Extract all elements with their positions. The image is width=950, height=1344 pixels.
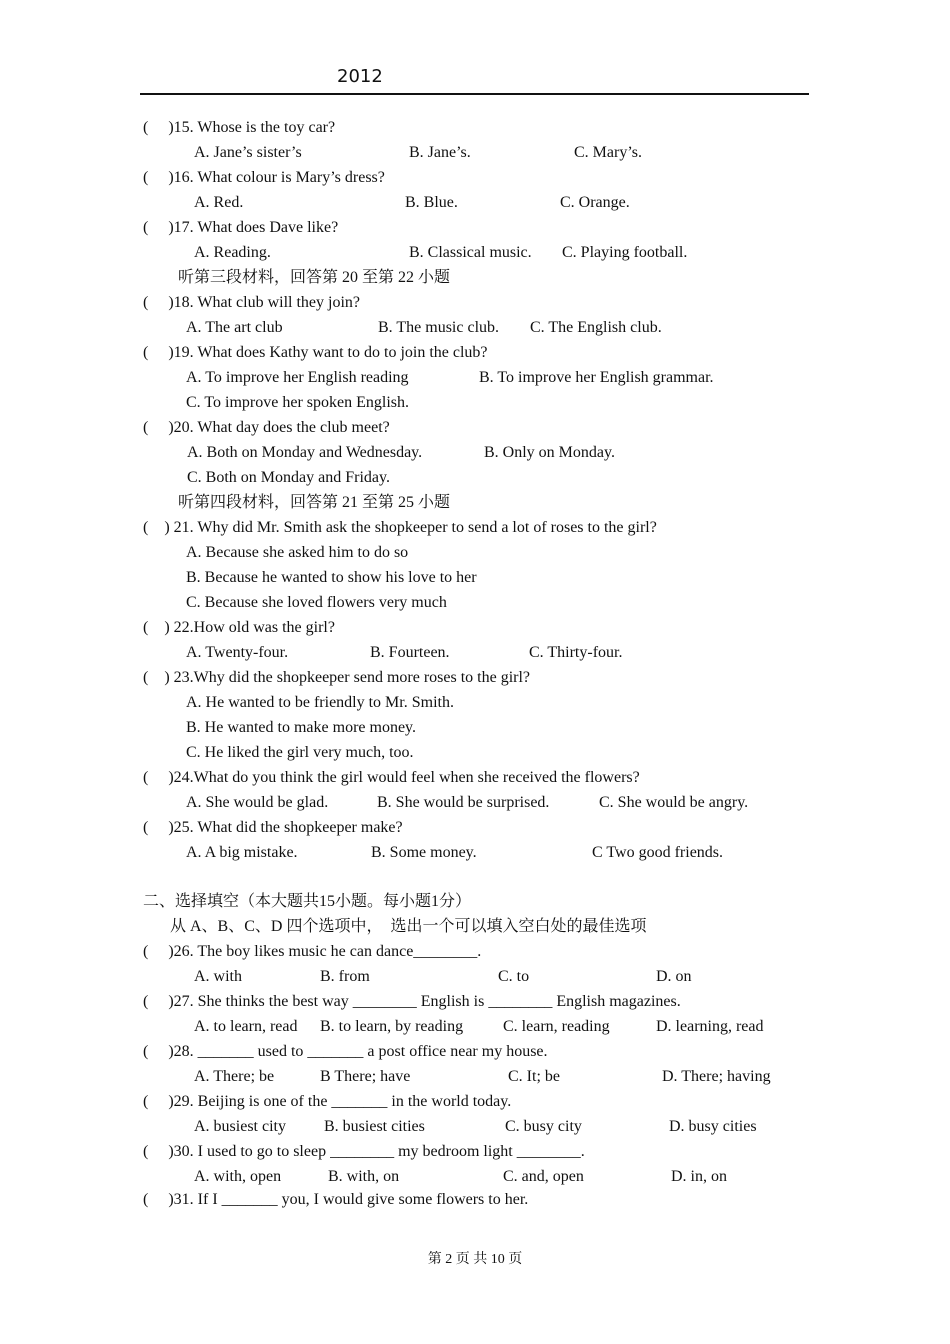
question-line: ( )17. What does Dave like? bbox=[143, 219, 339, 236]
answer-option: B. He wanted to make more money. bbox=[186, 719, 417, 736]
answer-option: D. There; having bbox=[662, 1068, 771, 1085]
answer-option: B. Jane’s. bbox=[409, 144, 471, 161]
answer-option: C. Orange. bbox=[560, 194, 630, 211]
answer-option: B. busiest cities bbox=[324, 1118, 425, 1135]
question-line: ( )15. Whose is the toy car? bbox=[143, 119, 336, 136]
answer-option: A. busiest city bbox=[194, 1118, 286, 1135]
answer-option: C. learn, reading bbox=[503, 1018, 610, 1035]
answer-option: C. Playing football. bbox=[562, 244, 688, 261]
answer-option: C. to bbox=[498, 968, 530, 985]
answer-option: B There; have bbox=[320, 1068, 411, 1085]
answer-option: A. Jane’s sister’s bbox=[194, 144, 302, 161]
question-line: ( )29. Beijing is one of the _______ in the world today. bbox=[143, 1093, 512, 1110]
answer-option: D. busy cities bbox=[669, 1118, 757, 1135]
answer-option: A. He wanted to be friendly to Mr. Smith. bbox=[186, 694, 454, 711]
answer-option: A. Because she asked him to do so bbox=[186, 544, 409, 561]
answer-option: C. It; be bbox=[508, 1068, 560, 1085]
page-footer: 第 2 页 共 10 页 bbox=[427, 1252, 523, 1267]
question-line: ( ) 22.How old was the girl? bbox=[143, 619, 335, 636]
answer-option: C. Mary’s. bbox=[574, 144, 642, 161]
answer-option: C. The English club. bbox=[530, 319, 662, 336]
answer-option: A. Reading. bbox=[194, 244, 271, 261]
answer-option: C. and, open bbox=[503, 1168, 584, 1185]
answer-option: A. Both on Monday and Wednesday. bbox=[187, 444, 423, 461]
answer-option: B. Only on Monday. bbox=[484, 444, 615, 461]
answer-option: B. with, on bbox=[328, 1168, 400, 1185]
answer-option: A. To improve her English reading bbox=[186, 369, 409, 386]
answer-option: A. to learn, read bbox=[194, 1018, 298, 1035]
answer-option: A. She would be glad. bbox=[186, 794, 329, 811]
answer-option: B. Because he wanted to show his love to her bbox=[186, 569, 477, 586]
answer-option: B. from bbox=[320, 968, 370, 985]
answer-option: C. She would be angry. bbox=[599, 794, 749, 811]
question-line: ( )31. If I _______ you, I would give some flowers to her. bbox=[143, 1191, 529, 1208]
question-line: ( )16. What colour is Mary’s dress? bbox=[143, 169, 385, 186]
section-instruction: 听第四段材料，回答第 21 至第 25 小题 bbox=[178, 494, 451, 511]
question-line: ( )27. She thinks the best way ________ English is ________ English magazines. bbox=[143, 993, 681, 1010]
question-line: ( ) 21. Why did Mr. Smith ask the shopkeeper to send a lot of roses to the girl? bbox=[143, 519, 657, 536]
answer-option: A. Red. bbox=[194, 194, 244, 211]
header-divider bbox=[140, 93, 809, 95]
question-line: ( ) 23.Why did the shopkeeper send more roses to the girl? bbox=[143, 669, 531, 686]
answer-option: C. Thirty-four. bbox=[529, 644, 623, 661]
answer-option: D. learning, read bbox=[656, 1018, 764, 1035]
answer-option: A. There; be bbox=[194, 1068, 275, 1085]
answer-option: B. To improve her English grammar. bbox=[479, 369, 714, 386]
question-line: ( )18. What club will they join? bbox=[143, 294, 360, 311]
answer-option: B. Blue. bbox=[405, 194, 458, 211]
answer-option: A. Twenty-four. bbox=[186, 644, 289, 661]
answer-option: B. The music club. bbox=[378, 319, 500, 336]
answer-option: B. to learn, by reading bbox=[320, 1018, 464, 1035]
question-line: ( )19. What does Kathy want to do to join the club? bbox=[143, 344, 488, 361]
answer-option: C. To improve her spoken English. bbox=[186, 394, 410, 411]
answer-option: A. The art club bbox=[186, 319, 283, 336]
answer-option: B. Some money. bbox=[371, 844, 477, 861]
answer-option: A. A big mistake. bbox=[186, 844, 298, 861]
answer-option: A. with bbox=[194, 968, 242, 985]
section-instruction: 从 A、B、C、D 四个选项中， 选出一个可以填入空白处的最佳选项 bbox=[170, 918, 647, 935]
question-line: ( )26. The boy likes music he can dance________. bbox=[143, 943, 482, 960]
answer-option: D. on bbox=[656, 968, 692, 985]
question-line: ( )28. _______ used to _______ a post office near my house. bbox=[143, 1043, 548, 1060]
answer-option: C. Both on Monday and Friday. bbox=[187, 469, 390, 486]
question-line: ( )30. I used to go to sleep ________ my bedroom light ________. bbox=[143, 1143, 585, 1160]
section-instruction: 听第三段材料，回答第 20 至第 22 小题 bbox=[178, 269, 451, 286]
answer-option: C. Because she loved flowers very much bbox=[186, 594, 447, 611]
answer-option: B. Classical music. bbox=[409, 244, 532, 261]
question-line: ( )25. What did the shopkeeper make? bbox=[143, 819, 403, 836]
answer-option: C. He liked the girl very much, too. bbox=[186, 744, 414, 761]
question-line: ( )20. What day does the club meet? bbox=[143, 419, 390, 436]
answer-option: A. with, open bbox=[194, 1168, 282, 1185]
question-line: ( )24.What do you think the girl would feel when she received the flowers? bbox=[143, 769, 640, 786]
answer-option: C. busy city bbox=[505, 1118, 582, 1135]
answer-option: B. Fourteen. bbox=[370, 644, 450, 661]
document-header-year: 2012 bbox=[337, 66, 383, 87]
answer-option: D. in, on bbox=[671, 1168, 727, 1185]
answer-option: B. She would be surprised. bbox=[377, 794, 550, 811]
answer-option: C Two good friends. bbox=[592, 844, 724, 861]
section-instruction: 二、选择填空（本大题共15小题。每小题1分） bbox=[143, 893, 472, 910]
